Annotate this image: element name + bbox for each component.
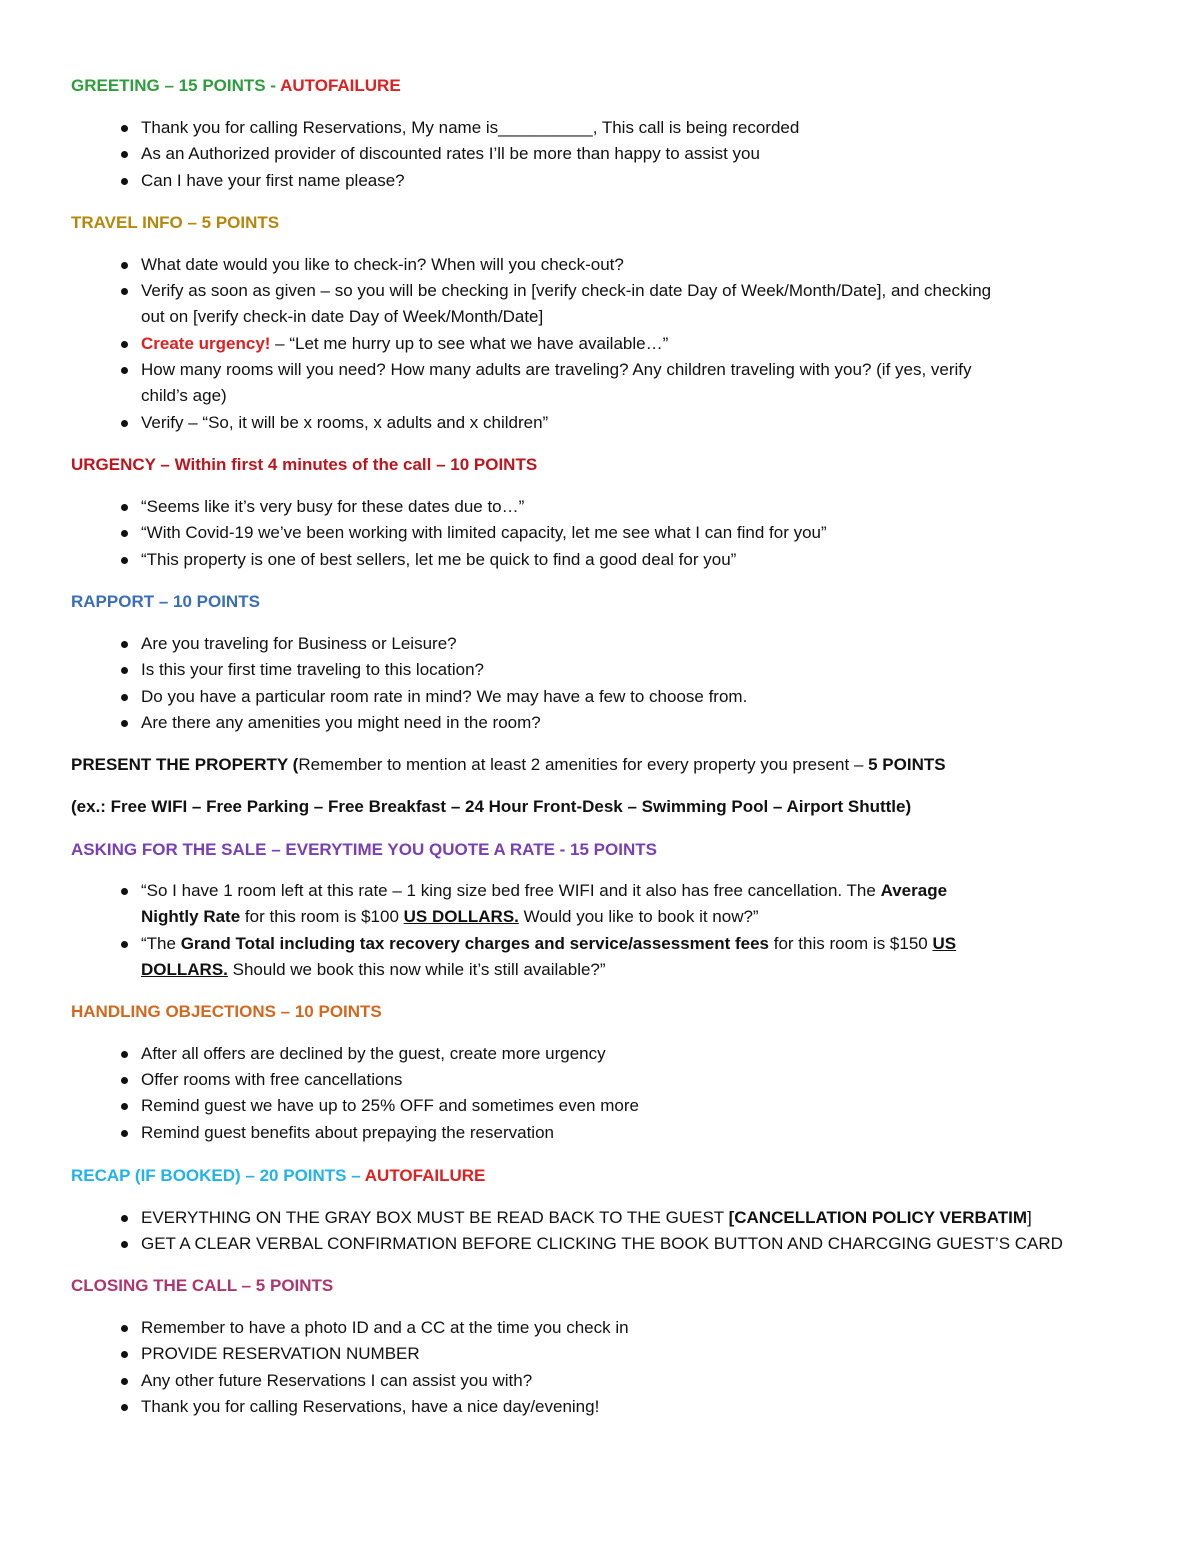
recap-heading bbox=[71, 1166, 485, 1186]
bullet-icon bbox=[121, 720, 128, 727]
bullet-icon bbox=[121, 341, 128, 348]
bullet-icon bbox=[121, 504, 128, 511]
bullet-icon bbox=[121, 262, 128, 269]
objections-item-2: Offer rooms with free cancellations bbox=[141, 1067, 402, 1094]
travel-item-4: How many rooms will you need? How many adults are traveling? Any children traveling with you? (if yes, verify bbox=[141, 357, 972, 384]
objections-item-1: After all offers are declined by the guest, create more urgency bbox=[141, 1041, 606, 1068]
bullet-icon bbox=[121, 367, 128, 374]
recap-item-2: GET A CLEAR VERBAL CONFIRMATION BEFORE CLICKING THE BOOK BUTTON AND CHARCGING GUEST’S CARD bbox=[141, 1231, 1063, 1258]
bullet-icon bbox=[121, 178, 128, 185]
greeting-autofailure: AUTOFAILURE bbox=[280, 76, 401, 95]
greeting-heading bbox=[71, 76, 401, 96]
bullet-icon bbox=[121, 1215, 128, 1222]
bullet-icon bbox=[121, 941, 128, 948]
asking-item-2-cont: DOLLARS. Should we book this now while it’s still available?” bbox=[141, 960, 606, 979]
bullet-icon bbox=[121, 1351, 128, 1358]
asking-item-1: “So I have 1 room left at this rate – 1 king size bed free WIFI and it also has free cancellation. The Average bbox=[141, 878, 947, 905]
rapport-item-4: Are there any amenities you might need in the room? bbox=[141, 710, 541, 737]
asking-heading: ASKING FOR THE SALE – EVERYTIME YOU QUOTE A RATE - 15 POINTS bbox=[71, 840, 657, 859]
closing-heading: CLOSING THE CALL – 5 POINTS bbox=[71, 1276, 334, 1295]
objections-item-4: Remind guest benefits about prepaying the reservation bbox=[141, 1120, 554, 1147]
travel-item-3: Create urgency! – “Let me hurry up to see what we have available…” bbox=[141, 331, 668, 358]
bullet-icon bbox=[121, 1077, 128, 1084]
travel-item-4-cont: child’s age) bbox=[141, 386, 227, 405]
urgency-item-1: “Seems like it’s very busy for these dates due to…” bbox=[141, 494, 524, 521]
closing-item-3: Any other future Reservations I can assist you with? bbox=[141, 1368, 532, 1395]
recap-item-1: EVERYTHING ON THE GRAY BOX MUST BE READ BACK TO THE GUEST [CANCELLATION POLICY VERBATIM] bbox=[141, 1205, 1032, 1232]
asking-item-2: “The Grand Total including tax recovery charges and service/assessment fees for this room is $150 US bbox=[141, 931, 956, 958]
rapport-item-2: Is this your first time traveling to this location? bbox=[141, 657, 484, 684]
rapport-heading: RAPPORT – 10 POINTS bbox=[71, 592, 260, 611]
rapport-item-3: Do you have a particular room rate in mind? We may have a few to choose from. bbox=[141, 684, 747, 711]
present-property-line: PRESENT THE PROPERTY (Remember to mention at least 2 amenities for every property you present – 5 POINTS bbox=[71, 755, 946, 774]
bullet-icon bbox=[121, 288, 128, 295]
greeting-heading-text: GREETING – 15 POINTS - bbox=[71, 76, 281, 95]
recap-heading-text: RECAP (IF BOOKED) – 20 POINTS – bbox=[71, 1166, 365, 1185]
bullet-icon bbox=[121, 1130, 128, 1137]
bullet-icon bbox=[121, 1325, 128, 1332]
bullet-icon bbox=[121, 420, 128, 427]
bullet-icon bbox=[121, 1241, 128, 1248]
travel-item-5: Verify – “So, it will be x rooms, x adults and x children” bbox=[141, 410, 548, 437]
travel-item-1: What date would you like to check-in? When will you check-out? bbox=[141, 252, 624, 279]
greeting-item-2: As an Authorized provider of discounted rates I’ll be more than happy to assist you bbox=[141, 141, 760, 168]
bullet-icon bbox=[121, 1378, 128, 1385]
bullet-icon bbox=[121, 1051, 128, 1058]
bullet-icon bbox=[121, 888, 128, 895]
bullet-icon bbox=[121, 1404, 128, 1411]
objections-heading: HANDLING OBJECTIONS – 10 POINTS bbox=[71, 1002, 382, 1021]
urgency-item-2: “With Covid-19 we’ve been working with limited capacity, let me see what I can find for you” bbox=[141, 520, 827, 547]
urgency-heading: URGENCY – Within first 4 minutes of the call – 10 POINTS bbox=[71, 455, 538, 474]
travel-heading: TRAVEL INFO – 5 POINTS bbox=[71, 213, 280, 232]
closing-item-2: PROVIDE RESERVATION NUMBER bbox=[141, 1341, 420, 1368]
bullet-icon bbox=[121, 667, 128, 674]
bullet-icon bbox=[121, 641, 128, 648]
greeting-item-1: Thank you for calling Reservations, My name is__________, This call is being recorded bbox=[141, 115, 799, 142]
bullet-icon bbox=[121, 1103, 128, 1110]
rapport-item-1: Are you traveling for Business or Leisure? bbox=[141, 631, 457, 658]
bullet-icon bbox=[121, 530, 128, 537]
closing-item-4: Thank you for calling Reservations, have a nice day/evening! bbox=[141, 1394, 599, 1421]
bullet-icon bbox=[121, 694, 128, 701]
objections-item-3: Remind guest we have up to 25% OFF and sometimes even more bbox=[141, 1093, 639, 1120]
present-property-example: (ex.: Free WIFI – Free Parking – Free Breakfast – 24 Hour Front-Desk – Swimming Pool – Airport Shuttle) bbox=[71, 797, 912, 816]
bullet-icon bbox=[121, 557, 128, 564]
recap-autofailure: AUTOFAILURE bbox=[364, 1166, 486, 1185]
travel-item-2-cont: out on [verify check-in date Day of Week/Month/Date] bbox=[141, 307, 544, 326]
bullet-icon bbox=[121, 151, 128, 158]
greeting-item-3: Can I have your first name please? bbox=[141, 168, 405, 195]
asking-item-1-cont: Nightly Rate for this room is $100 US DOLLARS. Would you like to book it now?” bbox=[141, 907, 759, 926]
travel-item-2: Verify as soon as given – so you will be checking in [verify check-in date Day of Week/Month/Date], and checking bbox=[141, 278, 991, 305]
urgency-item-3: “This property is one of best sellers, let me be quick to find a good deal for you” bbox=[141, 547, 736, 574]
closing-item-1: Remember to have a photo ID and a CC at the time you check in bbox=[141, 1315, 629, 1342]
bullet-icon bbox=[121, 125, 128, 132]
